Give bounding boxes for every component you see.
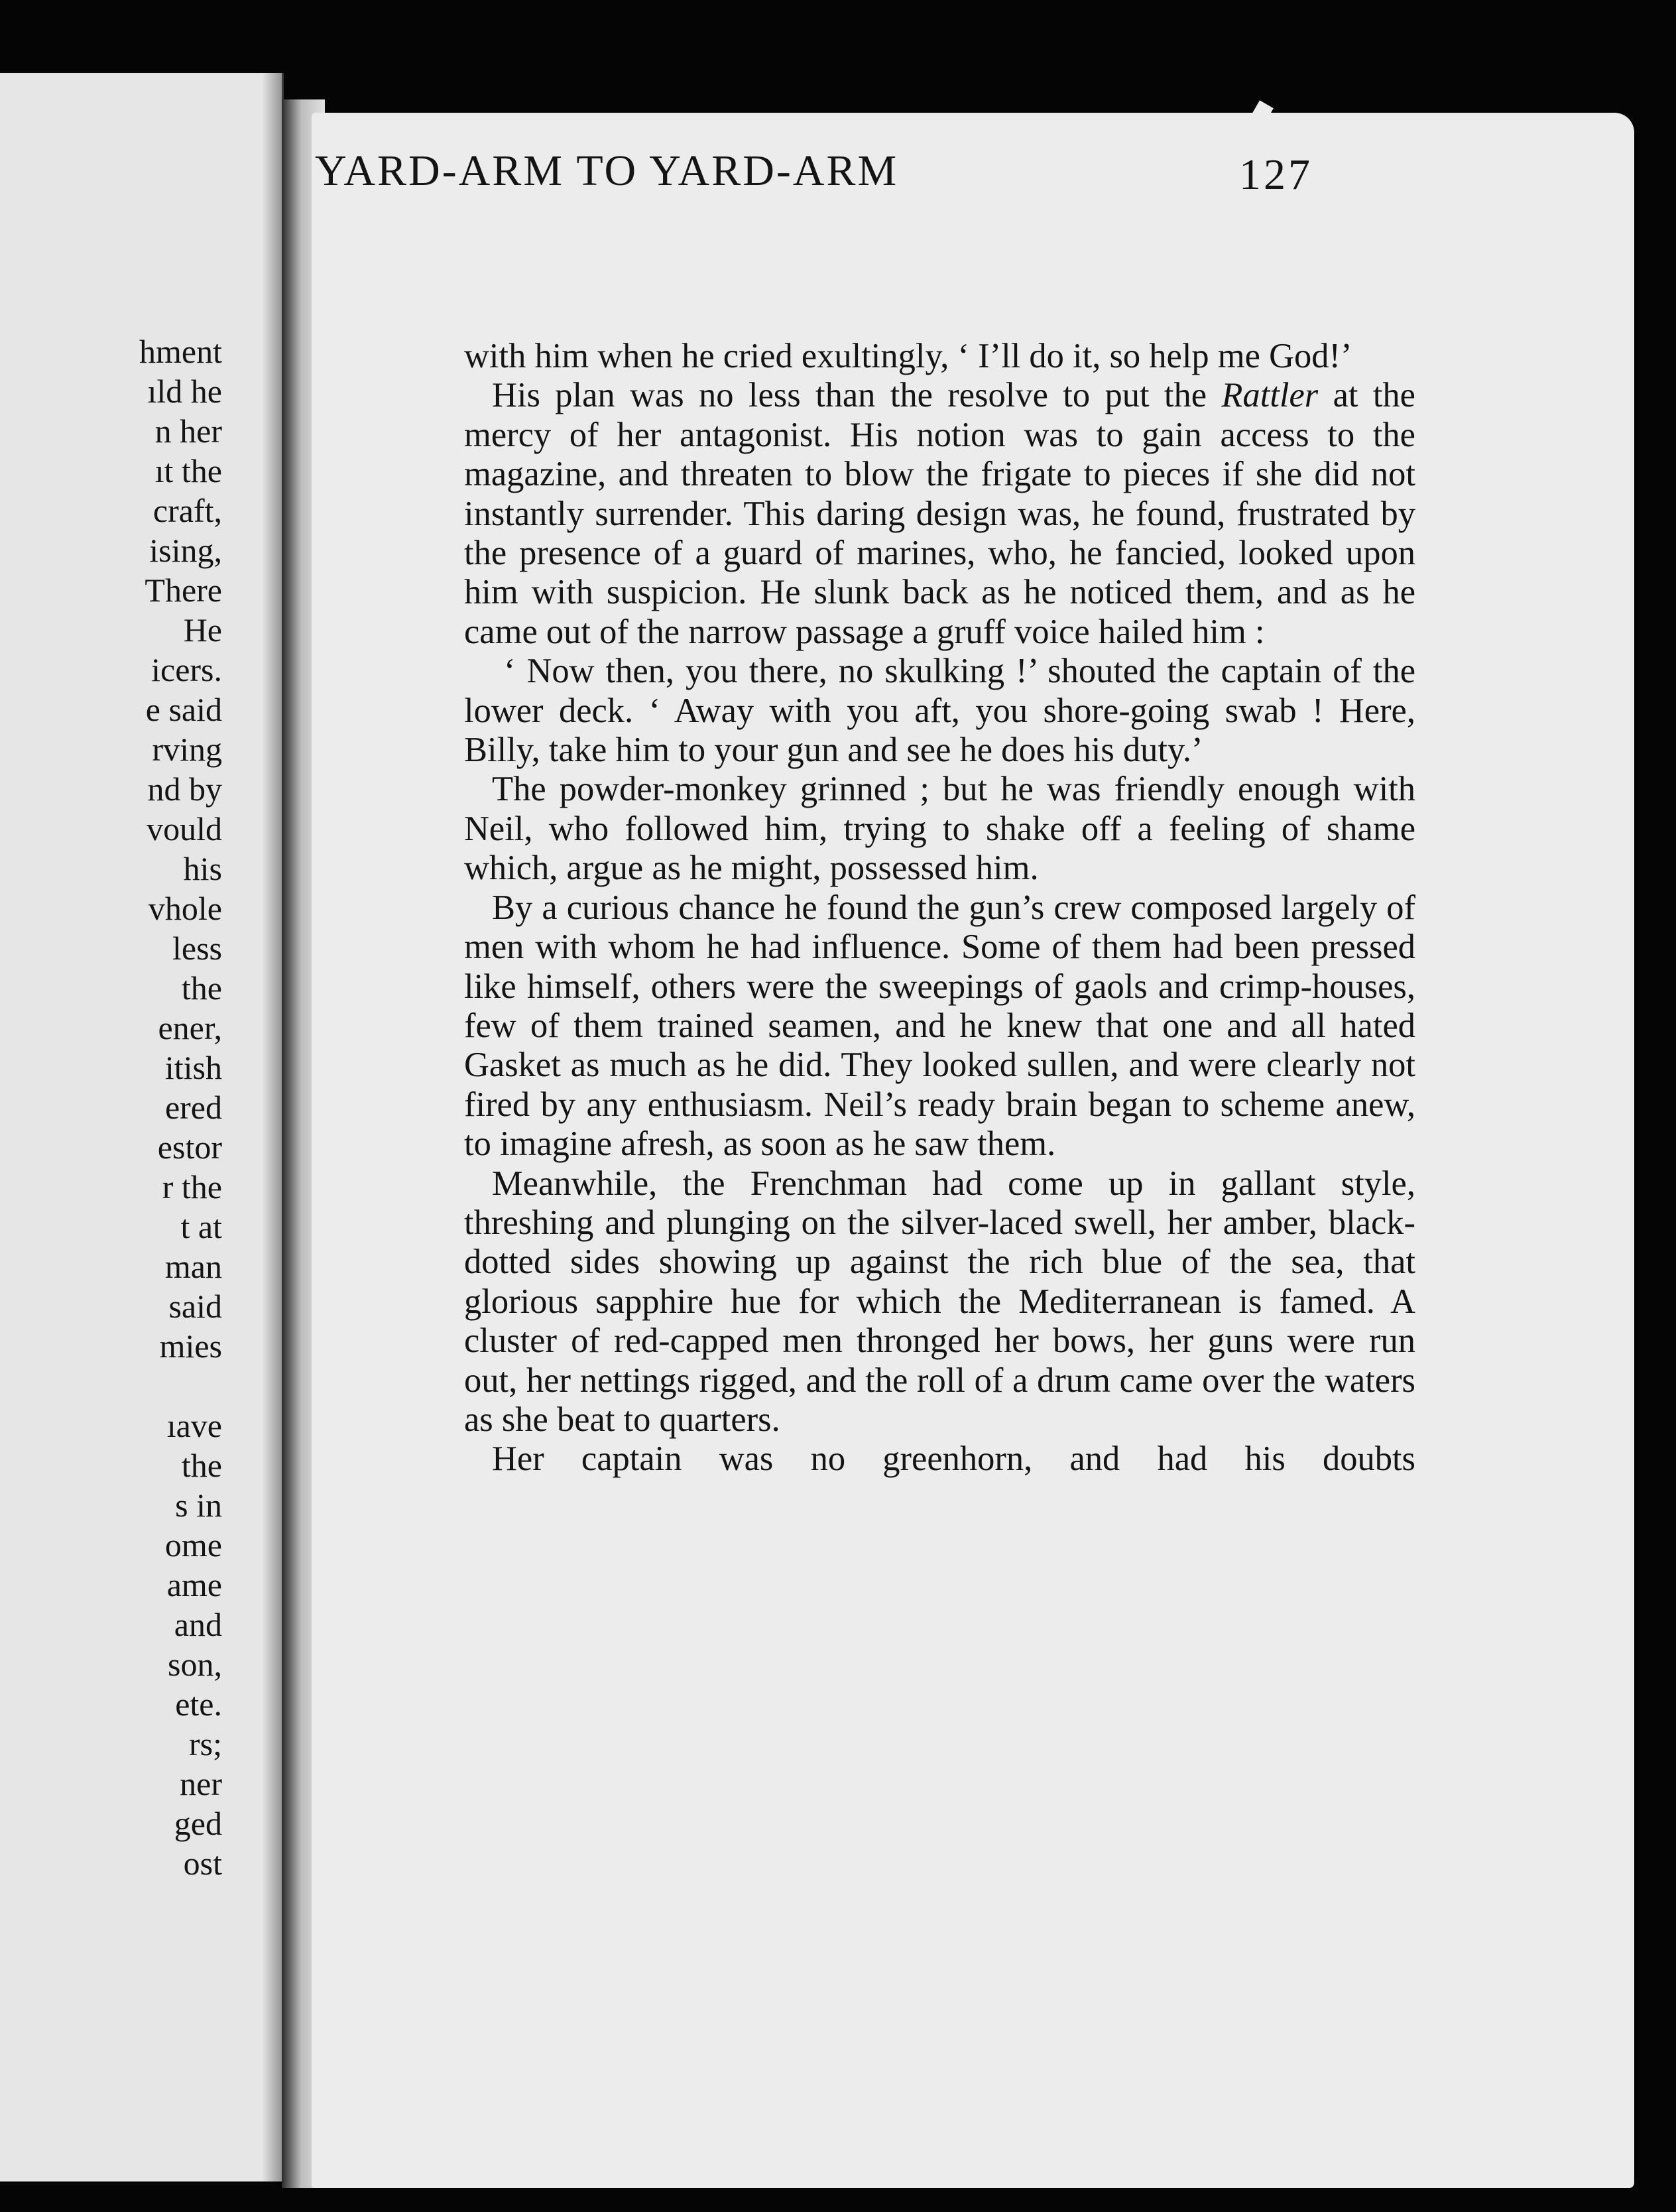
left-line [139,1366,222,1406]
left-line: vould [147,810,222,847]
paragraph [464,376,1415,652]
left-line: less [172,930,222,967]
left-line: e said [145,691,222,728]
paragraph [464,337,1415,376]
left-line: icers. [151,651,222,688]
left-line: and [174,1606,222,1643]
left-line: ener, [158,1009,222,1046]
left-line: craft, [152,492,222,529]
paragraph [464,652,1415,770]
left-line: estor [157,1129,222,1166]
paragraph-text: with him when he cried exultingly, ‘ I’ll do it, so help me God!’ [464,337,1352,375]
left-line: ered [164,1089,222,1126]
left-line: ost [183,1845,222,1882]
left-line: hment [139,333,222,370]
left-page [0,73,284,2181]
left-page-text [139,332,222,1883]
left-line: r the [162,1168,222,1205]
paragraph [464,889,1415,1164]
left-line: man [164,1248,222,1285]
left-line: s in [175,1487,222,1524]
left-line: itish [164,1049,222,1086]
left-line: ising, [149,532,222,569]
paragraph-text: His plan was no less than the resolve to put the [492,376,1222,415]
left-line: There [145,572,222,609]
left-line: n her [154,412,222,450]
left-line: He [183,611,222,648]
left-line: ame [166,1566,222,1603]
paragraph [464,1440,1415,1479]
body-text [464,337,1415,1479]
left-line: mies [159,1327,222,1365]
paragraph-text: The powder-monkey grinned ; but he was friendly enough with Neil, who followed him, trying to shake off a feeling of shame which, argue as he might, possessed him. [464,770,1415,888]
left-line: rs; [189,1725,222,1762]
paragraph-text: Her captain was no greenhorn, and had his doubts [492,1440,1415,1479]
left-line: ete. [175,1686,222,1723]
left-line: nd by [147,770,222,808]
left-line: ome [164,1526,222,1564]
page-number: 127 [1239,151,1313,199]
paragraph-text: Meanwhile, the Frenchman had come up in gallant style, threshing and plunging on the silver-laced swell, her amber, black-dotted sides showing up against the rich blue of the sea, that glorious sapphire hue for which the Mediterranean is famed. A cluster of red-capped men thronged her bows, her guns were run out, her nettings rigged, and the roll of a drum came over the waters as she beat to quarters. [464,1164,1415,1439]
paragraph [464,770,1415,888]
left-line: his [183,850,222,887]
left-line: ıt the [154,452,222,489]
paragraph-text: By a curious chance he found the gun’s crew composed largely of men with whom he had influence. Some of them had been pressed like himself, others were the sweepings of gaols and crimp-houses, few of them trained seamen, and he knew that one and all hated Gasket as much as he did. They looked sullen, and were clearly not fired by any enthusiasm. Neil’s ready brain began to scheme anew, to imagine afresh, as soon as he saw them. [464,888,1415,1164]
left-line: rving [152,731,222,768]
paragraph [464,1164,1415,1440]
running-head: YARD-ARM TO YARD-ARM [315,147,899,195]
paragraph-text: ‘ Now then, you there, no skulking !’ shouted the captain of the lower deck. ‘ Away with you aft, you shore-going swab ! Here, Billy, take him to your gun and see he does his duty.’ [464,652,1415,770]
left-line: son, [168,1646,222,1683]
left-line: vhole [148,890,222,927]
left-line: ner [180,1765,222,1802]
left-line: the [181,969,222,1007]
paragraph-text: at the mercy of her antagonist. His notion was to gain access to the magazine, and threaten to blow the frigate to pieces if she did not instantly surrender. This daring design was, he found, frustrated by the presence of a guard of marines, who, he fancied, looked upon him with suspicion. He slunk back as he noticed them, and as he came out of the narrow passage a gruff voice hailed him : [464,376,1415,651]
left-line: t at [180,1208,222,1245]
ship-name: Rattler [1221,376,1319,415]
left-line: said [168,1288,222,1325]
page-curl-shadow [262,73,282,2181]
left-line: ıave [166,1407,222,1444]
left-line: ıld he [147,373,222,410]
left-line: ged [174,1805,222,1842]
left-line: the [181,1447,222,1484]
